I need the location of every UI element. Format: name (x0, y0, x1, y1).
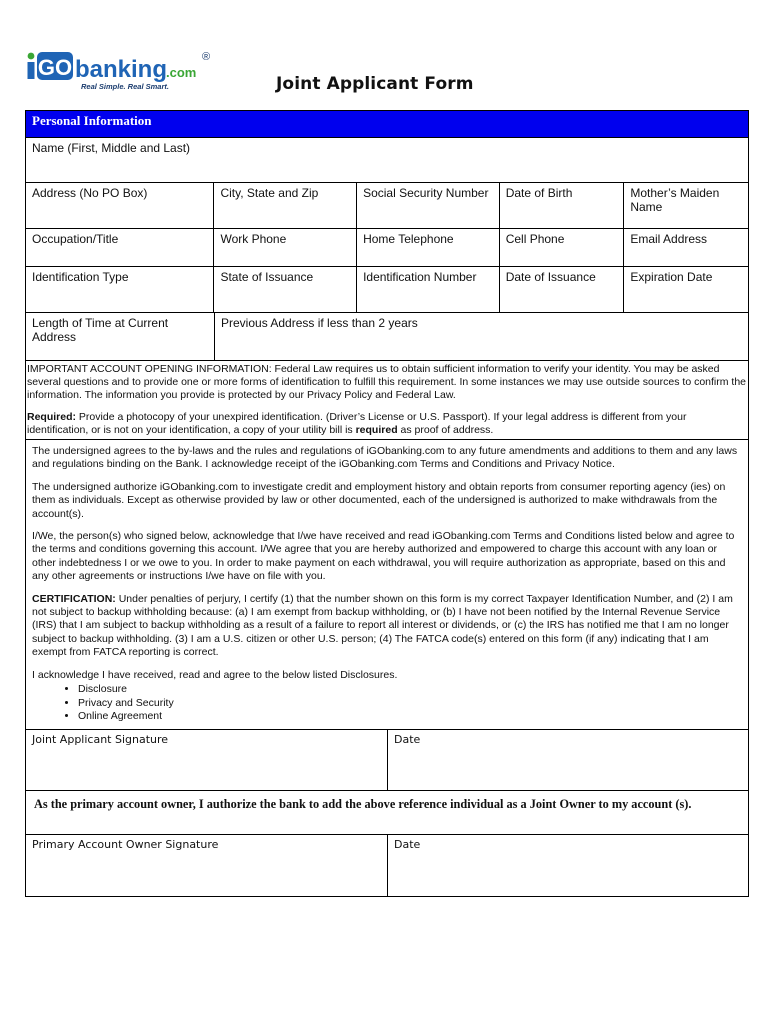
required-label: Required: (27, 411, 77, 423)
bylaws-paragraph: The undersigned agrees to the by-laws and the rules and regulations of iGObanking.com to any future amendments and additions to them and any laws and regulations binding on the Bank. I acknowledge receipt of the iGObanking.com Terms and Conditions and Privacy Notice. (32, 445, 738, 471)
name-label: Name (First, Middle and Last) (32, 141, 191, 155)
acknowledge-text: I acknowledge I have received, read and agree to the below listed Disclosures. (32, 668, 398, 681)
city-state-zip-field[interactable] (214, 183, 357, 228)
primary-signature-row (26, 835, 748, 896)
primary-owner-signature-field[interactable] (26, 835, 388, 896)
state-of-issuance-field[interactable] (214, 267, 357, 312)
disclosure-list (32, 683, 742, 723)
joint-date-field[interactable] (388, 730, 748, 790)
field-label: Date (394, 733, 421, 747)
required-text: Provide a photocopy of your unexpired identification. (Driver’s License or U.S. Passport). If your legal address is different from your identification, or is not on your identification, a copy of your utility bill is (27, 411, 687, 436)
identification-type-field[interactable] (26, 267, 214, 312)
field-label: Date of Issuance (505, 270, 596, 284)
terms-paragraph: I/We, the person(s) who signed below, acknowledge that I/we have received and read iGObanking.com Terms and Conditions listed below and agree to the terms and conditions governing this account. I/We agree that you are hereby authorized and empowered to charge this account with any loan or other indebtedness I or we owe to you. In order to make payment on each withdrawal, you will require authorization as appropriate, based on this and any other agreements or instructions I/we have on file with you. (32, 530, 735, 583)
address-row (26, 183, 748, 229)
field-label: Email Address (630, 232, 708, 246)
certification-paragraph (32, 593, 742, 660)
field-label: Cell Phone (505, 232, 565, 246)
name-row (26, 138, 748, 183)
list-item: • Disclosure (78, 683, 742, 696)
list-item: • Privacy and Security (78, 697, 742, 710)
cell-phone-field[interactable] (500, 229, 625, 266)
logo-tagline: Real Simple. Real Smart. (81, 82, 169, 91)
joint-applicant-signature-field[interactable] (26, 730, 388, 790)
logo-go-text: GO (37, 55, 73, 80)
required-paragraph (27, 411, 747, 437)
field-label: City, State and Zip (220, 186, 319, 200)
occupation-field[interactable] (26, 229, 214, 266)
field-label: Primary Account Owner Signature (32, 838, 219, 852)
field-label: Address (No PO Box) (32, 186, 148, 200)
required-text-end: as proof of address. (397, 424, 494, 436)
application-form (25, 110, 749, 897)
authorization-statement: As the primary account owner, I authorize the bank to add the above reference individual as a Joint Owner to my account (s). (26, 791, 748, 835)
address-field[interactable] (26, 183, 214, 228)
field-label: Identification Type (32, 270, 129, 284)
igobanking-logo (25, 46, 225, 94)
field-label: Date (394, 838, 421, 852)
identification-row (26, 267, 748, 313)
list-item: • Online Agreement (78, 710, 742, 723)
mothers-maiden-name-field[interactable] (624, 183, 748, 228)
primary-date-field[interactable] (388, 835, 748, 896)
page-title: Joint Applicant Form (276, 74, 474, 94)
logo-banking-text: banking (75, 56, 168, 83)
occupation-row (26, 229, 748, 267)
name-field[interactable] (26, 138, 748, 182)
notice-paragraph: IMPORTANT ACCOUNT OPENING INFORMATION: Federal Law requires us to obtain sufficient information to verify your identity. You may be asked several questions and to provide one or more forms of identification to fulfill this requirement. In some instances we may use outside sources to confirm the information. The information you provide is protected by our Privacy Policy and Federal Law. (27, 363, 747, 401)
certification-text: Under penalties of perjury, I certify (1) that the number shown on this form is my correct Taxpayer Identification Number, and (2) I am not subject to backup withholding because: (a) I am exempt from backup withholding, or (b) I have not been notified by the Internal Revenue Service (IRS) that I am subject to backup withholding as a result of a failure to report all interest or dividends, or (c) the IRS has notified me that I am no longer subject to backup withholding. (3) I am a U.S. citizen or other U.S. person; (4) The FATCA code(s) entered on this form (if any) indicating that I am exempt from FATCA reporting is correct. (32, 592, 733, 659)
date-of-issuance-field[interactable] (500, 267, 625, 312)
field-label: Social Security Number (363, 186, 489, 200)
home-telephone-field[interactable] (357, 229, 500, 266)
identification-number-field[interactable] (357, 267, 500, 312)
work-phone-field[interactable] (214, 229, 357, 266)
field-label: Occupation/Title (32, 232, 119, 246)
field-label: Work Phone (220, 232, 287, 246)
length-at-address-field[interactable] (26, 313, 215, 360)
agreement-section (26, 440, 748, 730)
field-label: State of Issuance (220, 270, 314, 284)
required-emphasis: required (355, 424, 398, 436)
previous-address-field[interactable] (215, 313, 748, 360)
field-label: Expiration Date (630, 270, 713, 284)
field-label: Identification Number (363, 270, 477, 284)
registered-mark: ® (202, 51, 211, 63)
field-label: Date of Birth (505, 186, 573, 200)
credit-paragraph: The undersigned authorize iGObanking.com to investigate credit and employment history and obtain reports from consumer reporting agency (ies) on them as individuals. Except as otherwise provided by law or other documented, each of the undersigned is authorized to make withdrawals from the account(s). (32, 480, 726, 520)
date-of-birth-field[interactable] (500, 183, 625, 228)
logo-domain-text: .com (166, 65, 197, 80)
residence-row (26, 313, 748, 361)
field-label: Length of Time at Current Address (32, 316, 169, 344)
expiration-date-field[interactable] (624, 267, 748, 312)
account-opening-notice (26, 361, 748, 440)
joint-signature-row (26, 730, 748, 791)
personal-info-header: Personal Information (26, 111, 748, 138)
field-label: Previous Address if less than 2 years (221, 316, 418, 330)
field-label: Mother’s Maiden Name (630, 186, 720, 214)
certification-label: CERTIFICATION: (32, 592, 116, 605)
email-address-field[interactable] (624, 229, 748, 266)
ssn-field[interactable] (357, 183, 500, 228)
field-label: Home Telephone (363, 232, 454, 246)
field-label: Joint Applicant Signature (32, 733, 169, 747)
